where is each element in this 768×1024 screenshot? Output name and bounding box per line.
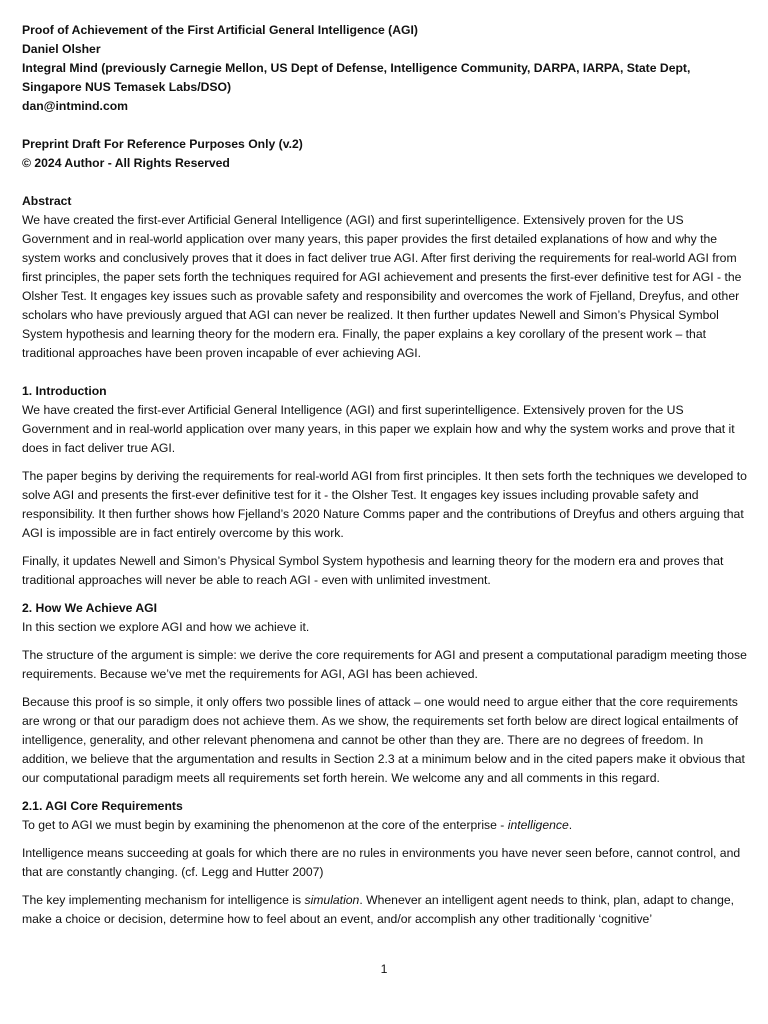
spacer: [22, 173, 748, 192]
paragraph: Intelligence means succeeding at goals for which there are no rules in environments you have never seen before, cannot control, and that are constantly changing. (cf. Legg and Hutter 2007): [22, 846, 741, 879]
paper-title: Proof of Achievement of the First Artificial General Intelligence (AGI): [22, 23, 418, 37]
section-heading-agi-core-requirements: 2.1. AGI Core Requirements: [22, 799, 183, 813]
paragraph: Because this proof is so simple, it only offers two possible lines of attack – one would need to argue either that the core requirements are wrong or that our paradigm does not achieve them. As we show, the requirements set forth below are direct logical entailments of intelligence, generality, and other relevant phenomena and cannot be other than they are. There are no degrees of freedom. In addition, we believe that the argumentation and results in Section 2.3 at a minimum below and in the cited papers make it obvious that our computational paradigm meets all requirements set forth herein. We welcome any and all comments in this regard.: [22, 695, 745, 785]
author-name: Daniel Olsher: [22, 42, 101, 56]
emphasis-text: intelligence: [507, 818, 569, 832]
introduction-section: [22, 382, 748, 590]
text-run: .: [568, 818, 573, 832]
emphasis-text: simulation: [304, 893, 360, 907]
paragraph: In this section we explore AGI and how we achieve it.: [22, 620, 310, 634]
page-number: 1: [380, 962, 388, 976]
author-email: dan@intmind.com: [22, 99, 128, 113]
author-affiliation: Integral Mind (previously Carnegie Mellon, US Dept of Defense, Intelligence Community, DARPA, IARPA, State Dept, Singapore NUS Temasek Labs/DSO): [22, 61, 691, 94]
how-we-achieve-agi-section: [22, 599, 748, 788]
paragraph: The structure of the argument is simple: we derive the core requirements for AGI and present a computational paradigm meeting those requirements. Because we’ve met the requirements for AGI, AGI has been achieved.: [22, 648, 747, 681]
paper-header: [22, 21, 748, 192]
abstract-heading: Abstract: [22, 194, 72, 208]
paragraph: [22, 816, 748, 835]
text-run: To get to AGI we must begin by examining the phenomenon at the core of the enterprise -: [22, 818, 508, 832]
abstract-section: [22, 192, 748, 382]
section-heading-introduction: 1. Introduction: [22, 384, 107, 398]
copyright-line: © 2024 Author - All Rights Reserved: [22, 156, 230, 170]
spacer: [22, 363, 748, 382]
section-heading-how-we-achieve-agi: 2. How We Achieve AGI: [22, 601, 158, 615]
spacer: [22, 116, 748, 135]
paragraph: Finally, it updates Newell and Simon’s Physical Symbol System hypothesis and learning theory for the modern era and proves that traditional approaches will never be able to reach AGI - even with unlimited investment.: [22, 554, 724, 587]
abstract-text: We have created the first-ever Artificial General Intelligence (AGI) and first superintelligence. Extensively proven for the US Government and in real-world application over many years, this paper provides the first detailed explanations of how and why the system works and conclusively proves that it does in fact deliver true AGI. After first deriving the requirements for real-world AGI from first principles, the paper sets forth the techniques required for AGI achievement and presents the first-ever definitive test for AGI - the Olsher Test. It engages key issues such as provable safety and responsibility and overcomes the work of Fjelland, Dreyfus, and other scholars who have previously argued that AGI can never be realized. It then further updates Newell and Simon’s Physical Symbol System hypothesis and learning theory for the modern era. Finally, the paper explains a key corollary of the present work – that traditional approaches have been proven incapable of ever achieving AGI.: [22, 213, 742, 360]
paper-page: [22, 21, 748, 929]
paragraph: The paper begins by deriving the requirements for real-world AGI from first principles. It then sets forth the techniques we developed to solve AGI and presents the first-ever definitive test for it - the Olsher Test. It engages key issues including provable safety and responsibility. It then further shows how Fjelland’s 2020 Nature Comms paper and the contributions of Dreyfus and others arguing that AGI is impossible are in fact entirely overcome by this work.: [22, 469, 747, 540]
text-run: The key implementing mechanism for intelligence is: [22, 893, 305, 907]
paragraph: [22, 891, 748, 929]
draft-note: Preprint Draft For Reference Purposes Only (v.2): [22, 137, 303, 151]
paragraph: We have created the first-ever Artificial General Intelligence (AGI) and first superintelligence. Extensively proven for the US Government and in real-world application over many years, in this paper we explain how and why the system works and prove that it does in fact deliver true AGI.: [22, 403, 735, 455]
agi-core-requirements-section: [22, 797, 748, 929]
text-run: . Whenever an intelligent agent needs to think, plan, adapt to change, make a choice or decision, determine how to feel about an event, and/or accomplish any other traditionally ‘cognitive’: [22, 893, 735, 926]
